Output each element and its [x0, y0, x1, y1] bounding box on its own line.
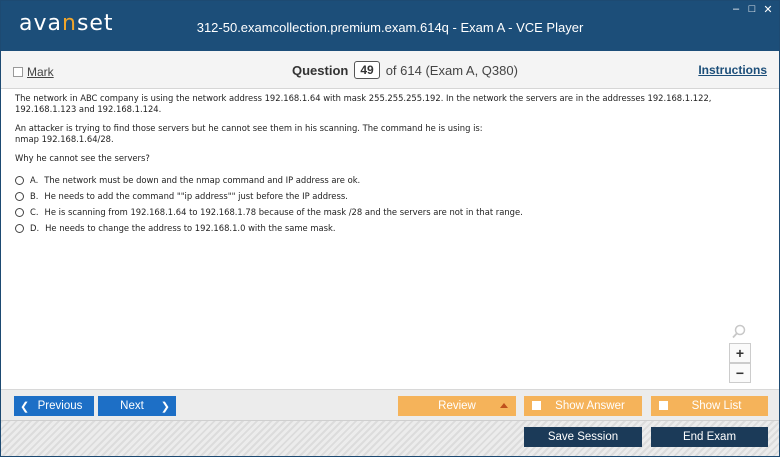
- show-answer-label: Show Answer: [555, 400, 625, 412]
- question-body: [15, 93, 765, 236]
- mark-label[interactable]: Mark: [27, 65, 54, 79]
- review-button[interactable]: [398, 396, 516, 416]
- previous-button[interactable]: [14, 396, 94, 416]
- window-controls: [731, 3, 773, 16]
- minimize-icon[interactable]: –: [732, 3, 740, 15]
- zoom-in-button[interactable]: +: [729, 343, 751, 363]
- option-text: He needs to change the address to 192.168.1.0 with the same mask.: [45, 222, 336, 233]
- option-letter: D.: [30, 222, 40, 233]
- radio-icon[interactable]: [15, 224, 24, 233]
- radio-icon[interactable]: [15, 208, 24, 217]
- option-letter: A.: [30, 174, 39, 185]
- app-logo: avanset: [19, 11, 114, 36]
- answer-option-d[interactable]: [15, 220, 765, 236]
- instructions-link[interactable]: Instructions: [698, 63, 767, 77]
- close-icon[interactable]: ✕: [763, 4, 773, 16]
- radio-icon[interactable]: [15, 176, 24, 185]
- radio-icon[interactable]: [15, 192, 24, 201]
- triangle-up-icon: [500, 403, 508, 408]
- footer-bar: [1, 420, 779, 456]
- chevron-left-icon: ❮: [20, 400, 30, 413]
- answer-option-b[interactable]: [15, 188, 765, 204]
- zoom-out-button[interactable]: −: [729, 363, 751, 383]
- next-label: Next: [120, 400, 144, 412]
- end-exam-button[interactable]: End Exam: [651, 427, 768, 447]
- mark-checkbox[interactable]: [13, 65, 54, 79]
- question-prompt: Why he cannot see the servers?: [15, 153, 150, 163]
- answer-options: [15, 172, 765, 236]
- next-button[interactable]: [98, 396, 176, 416]
- question-paragraph: [15, 123, 765, 145]
- option-letter: C.: [30, 206, 39, 217]
- answer-option-a[interactable]: [15, 172, 765, 188]
- checkbox-icon[interactable]: [659, 401, 668, 410]
- checkbox-icon[interactable]: [532, 401, 541, 410]
- question-header: [1, 51, 779, 89]
- option-text: He needs to add the command ""ip address"" just before the IP address.: [44, 190, 348, 201]
- question-total: of 614 (Exam A, Q380): [385, 62, 518, 78]
- chevron-right-icon: ❯: [160, 400, 170, 413]
- previous-label: Previous: [37, 400, 83, 412]
- question-line: An attacker is trying to find those servers but he cannot see them in his scanning. The command he is using is:: [15, 123, 483, 133]
- show-answer-button[interactable]: [524, 396, 642, 416]
- maximize-icon[interactable]: □: [748, 3, 756, 15]
- question-paragraph: The network in ABC company is using the network address 192.168.1.64 with mask 255.255.255.192. In the network the servers are in the addresses 192.168.1.122, 192.168.1.123 and 192.168.1.124.: [15, 93, 712, 114]
- question-indicator: [292, 61, 518, 79]
- save-session-button[interactable]: Save Session: [524, 427, 642, 447]
- answer-option-c[interactable]: [15, 204, 765, 220]
- option-text: He is scanning from 192.168.1.64 to 192.168.1.78 because of the mask /28 and the servers are not in that range.: [44, 206, 523, 217]
- option-text: The network must be down and the nmap command and IP address are ok.: [44, 174, 361, 185]
- window-title: 312-50.examcollection.premium.exam.614q - Exam A - VCE Player: [196, 20, 584, 35]
- command-line: nmap 192.168.1.64/28.: [15, 134, 114, 144]
- question-label: Question: [292, 62, 349, 78]
- show-list-label: Show List: [691, 400, 742, 412]
- question-number-field[interactable]: 49: [354, 61, 379, 79]
- review-label: Review: [438, 400, 476, 412]
- title-bar: [1, 1, 779, 51]
- option-letter: B.: [30, 190, 39, 201]
- checkbox-icon[interactable]: [13, 67, 23, 77]
- magnifier-icon: [731, 324, 747, 340]
- navigation-bar: [1, 389, 779, 420]
- show-list-button[interactable]: [651, 396, 768, 416]
